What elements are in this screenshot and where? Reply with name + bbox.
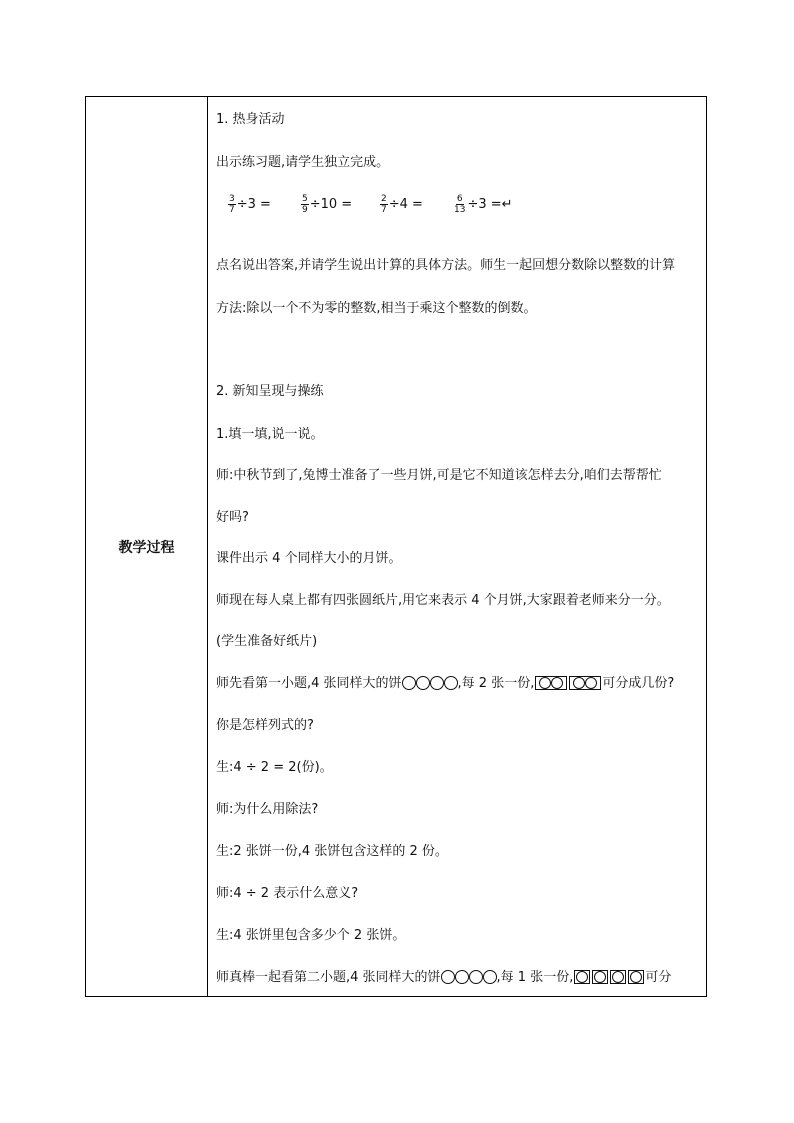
meaning-line: 师:4 ÷ 2 表示什么意义?	[216, 886, 359, 901]
cake-circle-icon	[430, 676, 444, 690]
cake-circle-icon	[441, 970, 455, 984]
exercise-2: $\frac{5}{9}$ ÷10 =	[302, 194, 353, 215]
student-answer-2: 生:2 张饼一份,4 张饼包含这样的 2 份。	[216, 844, 448, 859]
sub-heading-fill: 1.填一填,说一说。	[216, 427, 324, 442]
fraction: $\frac{6}{13}$	[454, 194, 466, 215]
prepare-line: (学生准备好纸片)	[216, 634, 318, 649]
cake-circle-icon	[444, 676, 458, 690]
cake-group-icon	[592, 970, 608, 984]
cake-circle-icon	[455, 970, 469, 984]
cake-circle-icon	[416, 676, 430, 690]
teacher-line-1a: 师:中秋节到了,兔博士准备了一些月饼,可是它不知道该怎样去分,咱们去帮帮忙	[216, 468, 662, 483]
heading-warmup: 1. 热身活动	[216, 112, 285, 127]
section-label-cell	[86, 97, 207, 996]
exercise-4: $\frac{6}{13}$ ÷3 =↵	[454, 194, 513, 215]
question-1-followup: 你是怎样列式的?	[216, 718, 314, 733]
lesson-table	[85, 96, 707, 997]
cake-group-icon	[574, 970, 590, 984]
question-2-line: 师真棒一起看第二小题,4 张同样大的饼 ,每 1 张一份, 可分	[216, 970, 672, 985]
exercise-1: $\frac{3}{7}$ ÷3 =	[229, 194, 271, 215]
section-label: 教学过程	[118, 540, 175, 556]
teacher-line-1b: 好吗?	[216, 510, 249, 525]
intro-text: 出示练习题,请学生独立完成。	[216, 155, 390, 170]
cake-circle-icon	[469, 970, 483, 984]
column-divider	[207, 97, 208, 996]
cake-group-icon	[628, 970, 644, 984]
answer-paragraph-line2: 方法:除以一个不为零的整数,相当于乘这个整数的倒数。	[216, 301, 537, 316]
paper-line: 师现在每人桌上都有四张圆纸片,用它来表示 4 个月饼,大家跟着老师来分一分。	[216, 593, 670, 608]
cake-group-icon	[535, 676, 567, 690]
why-division-line: 师:为什么用除法?	[216, 802, 319, 817]
exercise-3: $\frac{2}{7}$ ÷4 =	[381, 194, 423, 215]
courseware-line: 课件出示 4 个同样大小的月饼。	[216, 551, 402, 566]
student-answer-1: 生:4 ÷ 2 = 2(份)。	[216, 760, 333, 775]
question-1-line: 师先看第一小题,4 张同样大的饼 ,每 2 张一份, 可分成几份?	[216, 676, 675, 691]
cake-circle-icon	[483, 970, 497, 984]
cake-group-icon	[610, 970, 626, 984]
fraction: $\frac{3}{7}$	[229, 194, 235, 215]
heading-new-knowledge: 2. 新知呈现与操练	[216, 384, 324, 399]
fraction: $\frac{2}{7}$	[381, 194, 387, 215]
cake-group-icon	[569, 676, 601, 690]
answer-paragraph-line1: 点名说出答案,并请学生说出计算的具体方法。师生一起回想分数除以整数的计算	[216, 258, 676, 273]
student-answer-3: 生:4 张饼里包含多少个 2 张饼。	[216, 928, 406, 943]
fraction: $\frac{5}{9}$	[302, 194, 308, 215]
cake-circle-icon	[402, 676, 416, 690]
